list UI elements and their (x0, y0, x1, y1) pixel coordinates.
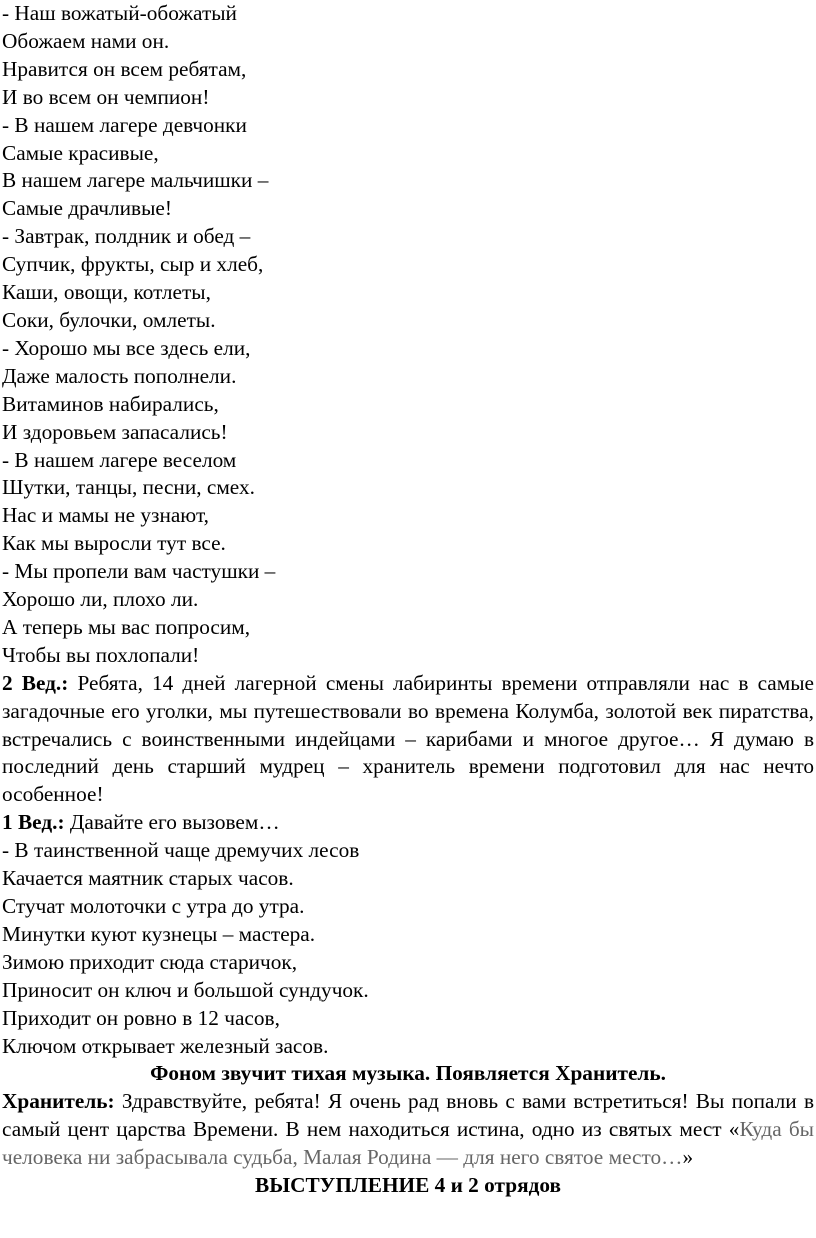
poem-block (2, 0, 814, 670)
poem-line: Самые красивые, (2, 140, 159, 165)
riddle-line: Приходит он ровно в 12 часов, (2, 1005, 280, 1030)
riddle-line: Зимою приходит сюда старичок, (2, 949, 298, 974)
poem-line: - Завтрак, полдник и обед – (2, 224, 251, 249)
poem-line: Нас и мамы не узнают, (2, 503, 209, 528)
ved2-speaker: 2 Вед.: (2, 670, 69, 695)
performance-heading: ВЫСТУПЛЕНИЕ 4 и 2 отрядов (254, 1173, 562, 1198)
keeper-text: Здравствуйте, ребята! Я очень рад вновь с вами встретиться! Вы попали в самый цент царства Времени. В нем находиться истина, одно из святых мест « (2, 1089, 814, 1142)
poem-line: А теперь мы вас попросим, (2, 614, 251, 639)
riddle-line: Качается маятник старых часов. (2, 866, 294, 891)
poem-line: Супчик, фрукты, сыр и хлеб, (2, 252, 264, 277)
keeper-speaker: Хранитель: (2, 1089, 115, 1114)
poem-line: - Наш вожатый-обожатый (2, 1, 237, 25)
riddle-line: Минутки куют кузнецы – мастера. (2, 921, 316, 946)
stage-direction: Фоном звучит тихая музыка. Появляется Хранитель. (150, 1061, 666, 1086)
poem-line: Шутки, танцы, песни, смех. (2, 475, 255, 500)
poem-line: Самые драчливые! (2, 196, 172, 221)
poem-line: Чтобы вы похлопали! (2, 642, 200, 667)
poem-line: Как мы выросли тут все. (2, 531, 226, 556)
keeper-quote-close: » (682, 1145, 694, 1170)
poem-line: И во всем он чемпион! (2, 84, 210, 109)
poem-line: - Мы пропели вам частушки – (2, 559, 276, 584)
keeper-paragraph (2, 1088, 814, 1172)
riddle-line: Стучат молоточки с утра до утра. (2, 894, 305, 918)
riddle-line: Приносит он ключ и большой сундучок. (2, 977, 369, 1002)
riddle-line: - В таинственной чаще дремучих лесов (2, 838, 360, 863)
poem-line: И здоровьем запасались! (2, 419, 228, 444)
poem-line: Соки, булочки, омлеты. (2, 307, 216, 332)
ved2-text: Ребята, 14 дней лагерной смены лабиринты времени отправляли нас в самые загадочные его уголки, мы путешествовали во времена Колумба, золотой век пиратства, встречались с воинственными индейцами – карибами и многое другое… Я думаю в последний день старший мудрец – хранитель времени подготовил для нас нечто особенное! (2, 670, 814, 807)
ved1-text: Давайте его вызовем… (64, 810, 280, 835)
poem-line: Витаминов набирались, (2, 391, 219, 416)
poem-line: Обожаем нами он. (2, 28, 170, 53)
poem-line: - Хорошо мы все здесь ели, (2, 335, 251, 360)
riddle-line: Ключом открывает железный засов. (2, 1033, 329, 1058)
ved1-speaker: 1 Вед.: (2, 810, 65, 835)
poem-line: - В нашем лагере девчонки (2, 112, 247, 137)
poem-line: - В нашем лагере веселом (2, 447, 237, 472)
document-page (2, 0, 814, 1200)
keeper-quote: Куда бы человека ни забрасывала судьба, Малая Родина — для него святое место… (2, 1117, 814, 1170)
poem-line: Даже малость пополнели. (2, 363, 237, 388)
poem-line: Каши, овощи, котлеты, (2, 280, 211, 305)
ved1-paragraph (2, 809, 814, 837)
ved2-paragraph (2, 670, 814, 810)
poem-line: Нравится он всем ребятам, (2, 56, 247, 81)
poem-line: Хорошо ли, плохо ли. (2, 587, 199, 612)
riddle-block (2, 837, 814, 1060)
poem-line: В нашем лагере мальчишки – (2, 168, 269, 193)
